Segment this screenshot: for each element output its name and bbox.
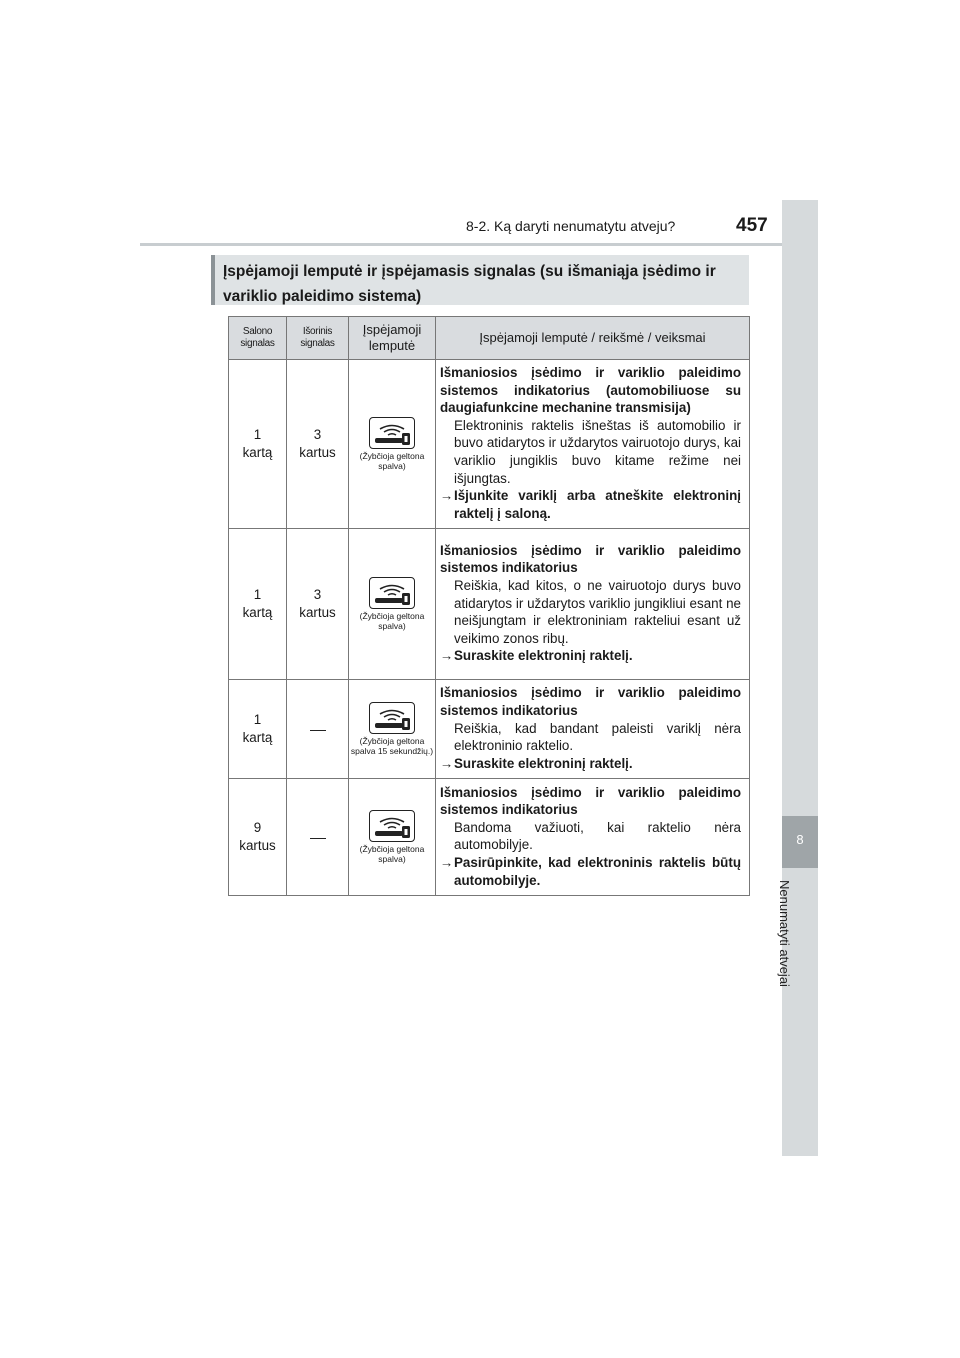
indicator-text: Reiškia, kad bandant paleisti variklį nėra elektroninio raktelio. [454,720,741,754]
description-cell [436,360,750,529]
description-cell [436,680,750,779]
exterior-count: 3 kartus [299,427,336,461]
action-text: Pasirūpinkite, kad elektroninis raktelis būtų automobilyje. [454,854,741,888]
interior-signal-cell [229,680,287,779]
exterior-signal-cell [287,680,349,779]
header-rule [140,243,818,246]
description-cell [436,529,750,680]
interior-count: 1 kartą [242,587,273,621]
icon-caption: (Žybčioja geltona spalva) [359,451,425,471]
exterior-signal-cell [287,360,349,529]
header-warning-light: Įspėjamoji lemputė [349,317,436,360]
action-line [440,755,741,773]
icon-caption: (Žybčioja geltona spalva) [359,844,425,864]
arrow-icon: → [440,648,454,664]
table-row [229,529,750,680]
indicator-title: Išmaniosios įsėdimo ir variklio paleidimo sistemos indikatorius [440,542,741,576]
table-row [229,779,750,896]
indicator-title: Išmaniosios įsėdimo ir variklio paleidimo sistemos indikatorius (automobiliuose su daugiafunkcine mechanine transmisija) [440,365,741,416]
chapter-number: 8 [796,832,804,847]
interior-count: 9 kartus [239,820,276,854]
arrow-icon: → [440,488,454,504]
warning-table [228,316,750,896]
header-exterior-signal: Išorinis signalas [287,317,349,360]
indicator-title: Išmaniosios įsėdimo ir variklio paleidimo sistemos indikatorius [440,784,741,818]
side-strip [782,200,818,1156]
indicator-text: Bandoma važiuoti, kai raktelio nėra automobilyje. [454,819,741,853]
exterior-count: 3 kartus [299,587,336,621]
smart-key-warning-icon [369,702,415,734]
exterior-signal-cell [287,529,349,680]
action-line [440,854,741,889]
warning-light-cell [349,680,436,779]
indicator-text: Elektroninis raktelis išneštas iš automobilio ir buvo atidarytos ir uždarytos vairuotojo durys, kai variklio jungiklis buvo kitame režime nei išjungtas. [454,417,741,486]
table-header-row [229,317,750,360]
dash-mark [310,730,326,731]
section-title: Įspėjamoji lemputė ir įspėjamasis signalas (su išmaniąja įsėdimo ir variklio paleidimo sistema) [211,255,749,305]
table-row [229,360,750,529]
action-text: Suraskite elektroninį raktelį. [454,755,633,771]
header-meaning: Įspėjamoji lemputė / reikšmė / veiksmai [436,317,750,360]
smart-key-warning-icon [369,577,415,609]
exterior-signal-cell [287,779,349,896]
warning-light-cell [349,779,436,896]
action-line [440,647,741,665]
smart-key-warning-icon [369,810,415,842]
warning-light-cell [349,360,436,529]
smart-key-warning-icon [369,417,415,449]
header-interior-signal: Salono signalas [229,317,287,360]
interior-signal-cell [229,360,287,529]
indicator-title: Išmaniosios įsėdimo ir variklio paleidimo sistemos indikatorius [440,685,741,718]
action-text: Suraskite elektroninį raktelį. [454,648,633,664]
running-header: 8-2. Ką daryti nenumatytu atveju? [466,218,676,234]
interior-signal-cell [229,529,287,680]
description-cell [436,779,750,896]
interior-signal-cell [229,779,287,896]
page-number: 457 [736,215,768,236]
interior-count: 1 kartą [242,427,273,461]
arrow-icon: → [440,854,454,870]
action-text: Išjunkite variklį arba atneškite elektroninį raktelį į saloną. [454,488,741,521]
action-line [440,487,741,522]
icon-caption: (Žybčioja geltona spalva 15 sekundžių.) [350,736,434,756]
table-row [229,680,750,779]
warning-light-cell [349,529,436,680]
arrow-icon: → [440,755,454,771]
interior-count: 1 kartą [242,712,273,746]
icon-caption: (Žybčioja geltona spalva) [359,611,425,631]
dash-mark [310,838,326,839]
indicator-text: Reiškia, kad kitos, o ne vairuotojo durys buvo atidarytos ir uždarytos variklio jungikliui esant ne neišjungtam ir elektroniniam rakteliui esant už veikimo zonos ribų. [454,577,741,646]
chapter-label: Nenumatyti atvejai [777,880,792,987]
